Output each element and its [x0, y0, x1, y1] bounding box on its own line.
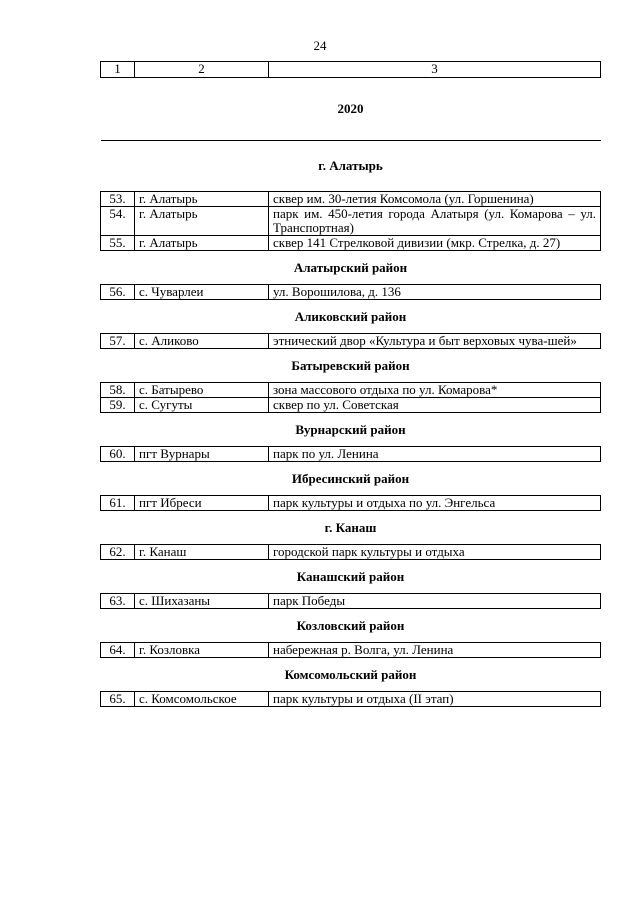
row-number: 54. [101, 207, 135, 236]
object-cell: ул. Ворошилова, д. 136 [269, 285, 601, 300]
section-heading: Канашский район [101, 560, 601, 594]
section-heading-row [101, 251, 601, 285]
locality-cell: с. Чуварлеи [135, 285, 269, 300]
locality-cell: с. Комсомольское [135, 692, 269, 707]
object-cell: зона массового отдыха по ул. Комарова* [269, 383, 601, 398]
table-row [101, 383, 601, 398]
column-number: 1 [101, 62, 135, 78]
row-number: 59. [101, 398, 135, 413]
objects-table-body [101, 62, 601, 707]
section-heading: Комсомольский район [101, 658, 601, 692]
table-row [101, 447, 601, 462]
table-row [101, 692, 601, 707]
row-number: 56. [101, 285, 135, 300]
table-row [101, 398, 601, 413]
section-heading: Аликовский район [101, 300, 601, 334]
table-row [101, 285, 601, 300]
table-row [101, 334, 601, 349]
locality-cell: с. Батырево [135, 383, 269, 398]
locality-cell: г. Алатырь [135, 207, 269, 236]
section-heading-row [101, 609, 601, 643]
row-number: 58. [101, 383, 135, 398]
section-heading-row [101, 413, 601, 447]
section-heading: г. Канаш [101, 511, 601, 545]
row-number: 55. [101, 236, 135, 251]
locality-cell: с. Шихазаны [135, 594, 269, 609]
row-number: 62. [101, 545, 135, 560]
section-heading: Козловский район [101, 609, 601, 643]
object-cell: сквер по ул. Советская [269, 398, 601, 413]
locality-cell: пгт Вурнары [135, 447, 269, 462]
table-row [101, 496, 601, 511]
object-cell: парк им. 450-летия города Алатыря (ул. Комарова – ул. Транспортная) [269, 207, 601, 236]
object-cell: городской парк культуры и отдыха [269, 545, 601, 560]
locality-cell: г. Канаш [135, 545, 269, 560]
row-number: 57. [101, 334, 135, 349]
object-cell: парк культуры и отдыха по ул. Энгельса [269, 496, 601, 511]
column-number: 3 [269, 62, 601, 78]
section-heading: Ибресинский район [101, 462, 601, 496]
year-heading: 2020 [101, 78, 601, 141]
page-number: 24 [313, 38, 327, 53]
section-heading: Батыревский район [101, 349, 601, 383]
row-number: 65. [101, 692, 135, 707]
object-cell: парк культуры и отдыха (II этап) [269, 692, 601, 707]
column-numbers-row [101, 62, 601, 78]
section-heading-row [101, 462, 601, 496]
object-cell: этнический двор «Культура и быт верховых чува-шей» [269, 334, 601, 349]
object-cell: парк по ул. Ленина [269, 447, 601, 462]
section-heading-row [101, 349, 601, 383]
locality-cell: с. Аликово [135, 334, 269, 349]
row-number: 60. [101, 447, 135, 462]
row-number: 64. [101, 643, 135, 658]
table-row [101, 207, 601, 236]
table-row [101, 594, 601, 609]
locality-cell: г. Алатырь [135, 236, 269, 251]
table-row [101, 545, 601, 560]
document-content [100, 61, 600, 707]
table-row [101, 643, 601, 658]
row-number: 63. [101, 594, 135, 609]
section-heading-row [101, 141, 601, 192]
section-heading-row [101, 300, 601, 334]
section-heading-row [101, 658, 601, 692]
locality-cell: г. Алатырь [135, 192, 269, 207]
row-number: 53. [101, 192, 135, 207]
section-heading: Алатырский район [101, 251, 601, 285]
table-row [101, 192, 601, 207]
table-row [101, 236, 601, 251]
section-heading-row [101, 560, 601, 594]
locality-cell: пгт Ибреси [135, 496, 269, 511]
section-heading: Вурнарский район [101, 413, 601, 447]
section-heading: г. Алатырь [101, 141, 601, 192]
year-heading-row [101, 78, 601, 141]
locality-cell: г. Козловка [135, 643, 269, 658]
section-heading-row [101, 511, 601, 545]
locality-cell: с. Сугуты [135, 398, 269, 413]
object-cell: сквер им. 30-летия Комсомола (ул. Горшенина) [269, 192, 601, 207]
column-number: 2 [135, 62, 269, 78]
object-cell: сквер 141 Стрелковой дивизии (мкр. Стрелка, д. 27) [269, 236, 601, 251]
row-number: 61. [101, 496, 135, 511]
objects-table [100, 61, 601, 707]
object-cell: набережная р. Волга, ул. Ленина [269, 643, 601, 658]
object-cell: парк Победы [269, 594, 601, 609]
